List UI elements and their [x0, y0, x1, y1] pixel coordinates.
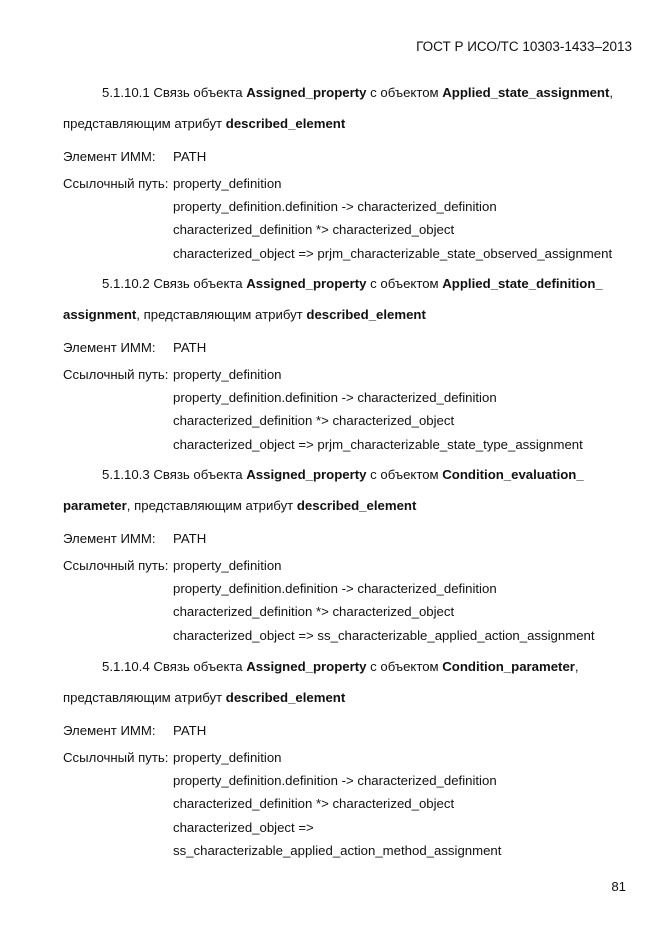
entity-name: assignment [63, 307, 137, 322]
element-value: PATH [173, 723, 207, 738]
reference-path-line: property_definition [173, 176, 282, 191]
reference-path-line: property_definition.definition -> characterized_definition [173, 199, 497, 214]
entity-name: Applied_state_assignment [442, 85, 610, 100]
path-label: Ссылочный путь: [63, 367, 169, 382]
page-number: 81 [611, 879, 626, 894]
section-heading [102, 85, 613, 101]
entity-name: described_element [225, 116, 346, 131]
heading-text: , представляющим атрибут [136, 307, 307, 322]
element-value: PATH [173, 340, 207, 355]
path-label: Ссылочный путь: [63, 558, 169, 573]
entity-name: described_element [225, 690, 346, 705]
reference-path-line: characterized_definition *> characterized_object [173, 796, 455, 811]
reference-path-line: characterized_definition *> characterized_object [173, 413, 455, 428]
path-label: Ссылочный путь: [63, 750, 169, 765]
reference-path-line: characterized_object => prjm_characterizable_state_observed_assignment [173, 246, 613, 261]
heading-text: с объектом [366, 467, 443, 482]
heading-text: с объектом [366, 659, 443, 674]
section-heading-continued [63, 116, 345, 132]
element-label: Элемент ИММ: [63, 531, 156, 546]
heading-text: , представляющим атрибут [126, 498, 297, 513]
element-label: Элемент ИММ: [63, 149, 156, 164]
entity-name: Condition_evaluation_ [442, 467, 584, 482]
entity-name: described_element [306, 307, 426, 322]
element-label: Элемент ИММ: [63, 723, 156, 738]
reference-path-line: property_definition [173, 750, 282, 765]
entity-name: parameter [63, 498, 127, 513]
reference-path-line: characterized_object => [173, 820, 314, 835]
reference-path-line: property_definition [173, 558, 282, 573]
section-heading-continued [63, 690, 345, 706]
heading-text: 5.1.10.4 Связь объекта [102, 659, 247, 674]
section-heading [102, 276, 603, 292]
heading-text: 5.1.10.3 Связь объекта [102, 467, 247, 482]
reference-path-line: property_definition.definition -> characterized_definition [173, 390, 497, 405]
section-heading-continued [63, 307, 426, 323]
entity-name: Condition_parameter [442, 659, 575, 674]
heading-text: 5.1.10.2 Связь объекта [102, 276, 247, 291]
reference-path-line: property_definition [173, 367, 282, 382]
reference-path-line: characterized_definition *> characterized_object [173, 222, 455, 237]
entity-name: Assigned_property [246, 467, 367, 482]
reference-path-line: property_definition.definition -> characterized_definition [173, 581, 497, 596]
heading-text: , [574, 659, 579, 674]
entity-name: Assigned_property [246, 276, 367, 291]
reference-path-line: property_definition.definition -> characterized_definition [173, 773, 497, 788]
document-header: ГОСТ Р ИСО/ТС 10303-1433–2013 [416, 39, 632, 54]
element-label: Элемент ИММ: [63, 340, 156, 355]
reference-path-line: characterized_object => ss_characterizable_applied_action_assignment [173, 628, 595, 643]
heading-text: с объектом [366, 276, 443, 291]
section-heading-continued [63, 498, 416, 514]
reference-path-line: characterized_object => prjm_characterizable_state_type_assignment [173, 437, 583, 452]
section-heading [102, 659, 579, 675]
entity-name: Assigned_property [246, 659, 367, 674]
heading-text: представляющим атрибут [63, 116, 226, 131]
element-value: PATH [173, 149, 207, 164]
path-label: Ссылочный путь: [63, 176, 169, 191]
reference-path-line: characterized_definition *> characterized_object [173, 604, 455, 619]
heading-text: с объектом [366, 85, 443, 100]
entity-name: Applied_state_definition_ [442, 276, 603, 291]
heading-text: , [609, 85, 614, 100]
entity-name: Assigned_property [246, 85, 367, 100]
entity-name: described_element [296, 498, 417, 513]
heading-text: представляющим атрибут [63, 690, 226, 705]
heading-text: 5.1.10.1 Связь объекта [102, 85, 247, 100]
reference-path-line: ss_characterizable_applied_action_method_assignment [173, 843, 502, 858]
element-value: PATH [173, 531, 207, 546]
section-heading [102, 467, 584, 483]
